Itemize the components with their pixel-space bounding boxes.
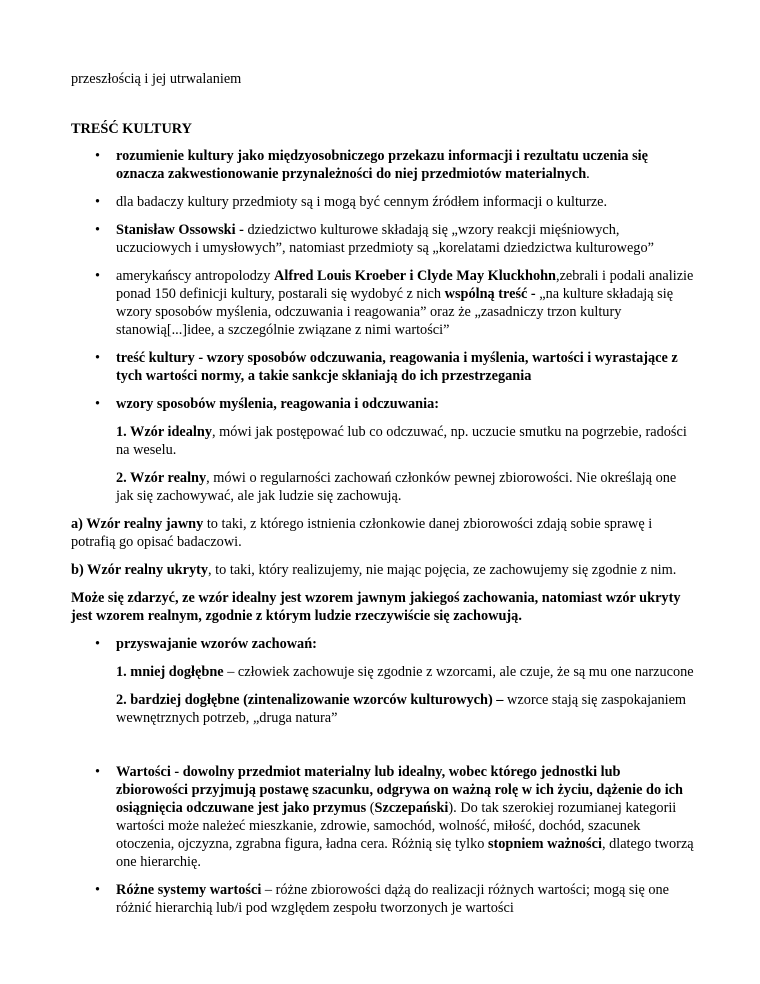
bullet-icon: •: [95, 222, 101, 238]
bullet-item: • treść kultury - wzory sposobów odczuwania, reagowania i myślenia, wartości i wyrastające z tych wartości normy, a takie sankcje skłaniają do ich przestrzegania: [95, 350, 678, 384]
bullet-icon: •: [95, 350, 101, 366]
sub-paragraph: 1. mniej dogłębne – człowiek zachowuje się zgodnie z wzorcami, ale czuje, że są mu one narzucone: [116, 664, 694, 680]
sub-paragraph: 1. Wzór idealny, mówi jak postępować lub co odczuwać, np. uczucie smutku na pogrzebie, radości na weselu.: [116, 424, 687, 458]
paragraph: b) Wzór realny ukryty, to taki, który realizujemy, nie mając pojęcia, ze zachowujemy się zgodnie z nim.: [71, 562, 677, 578]
bullet-item: • przyswajanie wzorów zachowań:: [95, 636, 317, 652]
paragraph: Może się zdarzyć, ze wzór idealny jest wzorem jawnym jakiegoś zachowania, natomiast wzór ukryty jest wzorem realnym, zgodnie z którym ludzie rzeczywiście się zachowują.: [71, 590, 681, 624]
paragraph: a) Wzór realny jawny to taki, z którego istnienia członkowie danej zbiorowości zdają sobie sprawę i potrafią go opisać badaczowi.: [71, 516, 653, 550]
bullet-item: • wzory sposobów myślenia, reagowania i odczuwania:: [95, 396, 440, 412]
bullet-icon: •: [95, 148, 101, 164]
bullet-icon: •: [95, 268, 101, 284]
spacer: [71, 737, 696, 763]
bullet-item: • Wartości - dowolny przedmiot materialny lub idealny, wobec którego jednostki lub zbiorowości przyjmują postawę szacunku, odgrywa on ważną rolę w ich życiu, dążenie do ich osiągnięcia odczuwane jest jako przymus (Szczepański). Do tak szerokiej rozumianej kategorii wartości może należeć mieszkanie, zdrowie, samochód, wolność, miłość, dochód, szacunek otoczenia, ojczyzna, zgrabna figura, ładna cera. Różnią się tylko stopniem ważności, dlatego tworzą one hierarchię.: [95, 764, 694, 870]
bullet-icon: •: [95, 194, 101, 210]
sub-paragraph: 2. Wzór realny, mówi o regularności zachowań członków pewnej zbiorowości. Nie określają one jak się zachowywać, ale jak ludzie się zachowują.: [116, 470, 677, 504]
bullet-icon: •: [95, 636, 101, 652]
bullet-item: • dla badaczy kultury przedmioty są i mogą być cennym źródłem informacji o kulturze.: [95, 194, 608, 210]
bullet-icon: •: [95, 396, 101, 412]
bullet-item: • Stanisław Ossowski - dziedzictwo kulturowe składają się „wzory reakcji mięśniowych, uczuciowych i umysłowych”, natomiast przedmioty są „korelatami dziedzictwa kulturowego”: [95, 222, 654, 256]
section-heading: TREŚĆ KULTURY: [71, 121, 192, 137]
bullet-item: • rozumienie kultury jako międzyosobniczego przekazu informacji i rezultatu uczenia się oznacza zakwestionowanie przynależności do niej przedmiotów materialnych.: [95, 148, 648, 182]
intro-line: przeszłością i jej utrwalaniem: [71, 71, 242, 87]
bullet-item: • amerykańscy antropolodzy Alfred Louis Kroeber i Clyde May Kluckhohn,zebrali i podali analizie ponad 150 definicji kultury, postarali się wydobyć z nich wspólną treść - „na kulture składają się wzory sposobów myślenia, odczuwania i reagowania” oraz że „zasadniczy trzon kultury stanowią[...]idee, a szczególnie związane z nimi wartości”: [95, 268, 694, 338]
bullet-item: • Różne systemy wartości – różne zbiorowości dążą do realizacji różnych wartości; mogą się one różnić hierarchią lub/i pod względem zespołu tworzonych je wartości: [95, 882, 670, 916]
bullet-icon: •: [95, 882, 101, 898]
document-page: [71, 70, 696, 927]
bullet-icon: •: [95, 764, 101, 780]
sub-paragraph: 2. bardziej dogłębne (zintenalizowanie wzorców kulturowych) – wzorce stają się zaspokajaniem wewnętrznych potrzeb, „druga natura”: [116, 692, 687, 726]
